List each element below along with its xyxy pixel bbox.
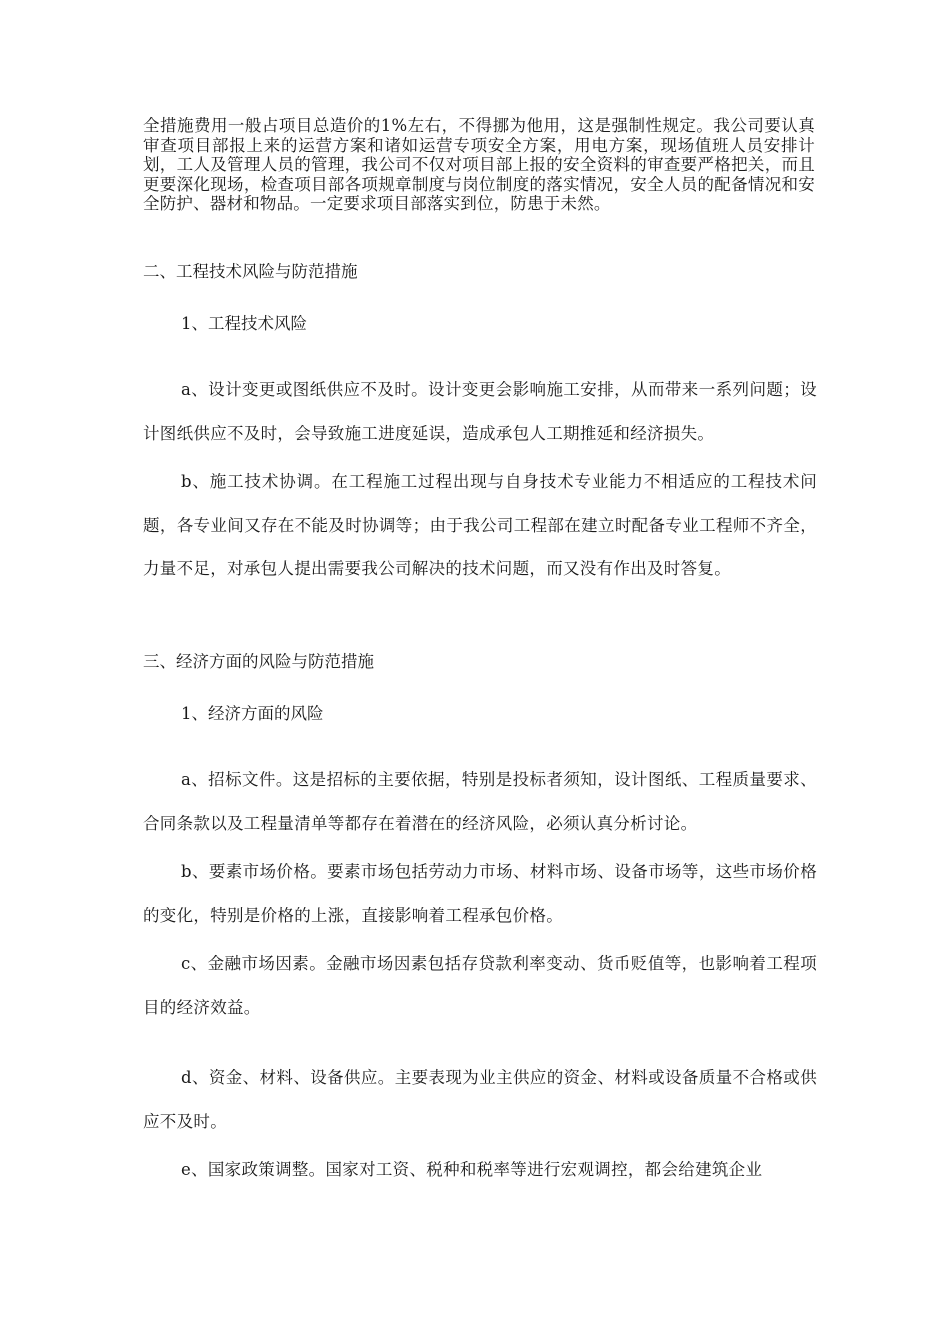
section-3-item-a: a、招标文件。这是招标的主要依据，特别是投标者须知，设计图纸、工程质量要求、合同条款以及工程量清单等都存在着潜在的经济风险，必须认真分析讨论。 xyxy=(143,770,817,833)
section-2-subheading: 1、工程技术风险 xyxy=(181,314,307,333)
section-3-item-b: b、要素市场价格。要素市场包括劳动力市场、材料市场、设备市场等，这些市场价格的变化，特别是价格的上涨，直接影响着工程承包价格。 xyxy=(143,862,817,925)
intro-paragraph: 全措施费用一般占项目总造价的1%左右，不得挪为他用，这是强制性规定。我公司要认真审查项目部报上来的运营方案和诸如运营专项安全方案，用电方案，现场值班人员安排计划，工人及管理人员的管理，我公司不仅对项目部上报的安全资料的审查要严格把关，而且更要深化现场，检查项目部各项规章制度与岗位制度的落实情况，安全人员的配备情况和安全防护、器材和物品。一定要求项目部落实到位，防患于未然。 xyxy=(143,116,815,213)
section-3-item-d: d、资金、材料、设备供应。主要表现为业主供应的资金、材料或设备质量不合格或供应不及时。 xyxy=(143,1068,817,1131)
section-3-heading: 三、经济方面的风险与防范措施 xyxy=(143,652,374,671)
section-3-subheading: 1、经济方面的风险 xyxy=(181,704,324,723)
section-2-item-a: a、设计变更或图纸供应不及时。设计变更会影响施工安排，从而带来一系列问题；设计图纸供应不及时，会导致施工进度延误，造成承包人工期推延和经济损失。 xyxy=(143,380,817,443)
section-3-item-c: c、金融市场因素。金融市场因素包括存贷款利率变动、货币贬值等，也影响着工程项目的经济效益。 xyxy=(143,954,817,1017)
section-2-item-b: b、施工技术协调。在工程施工过程出现与自身技术专业能力不相适应的工程技术问题，各专业间又存在不能及时协调等；由于我公司工程部在建立时配备专业工程师不齐全，力量不足，对承包人提出需要我公司解决的技术问题，而又没有作出及时答复。 xyxy=(143,472,817,578)
section-2-heading: 二、工程技术风险与防范措施 xyxy=(143,262,358,281)
section-3-item-e: e、国家政策调整。国家对工资、税种和税率等进行宏观调控，都会给建筑企业 xyxy=(181,1160,763,1179)
